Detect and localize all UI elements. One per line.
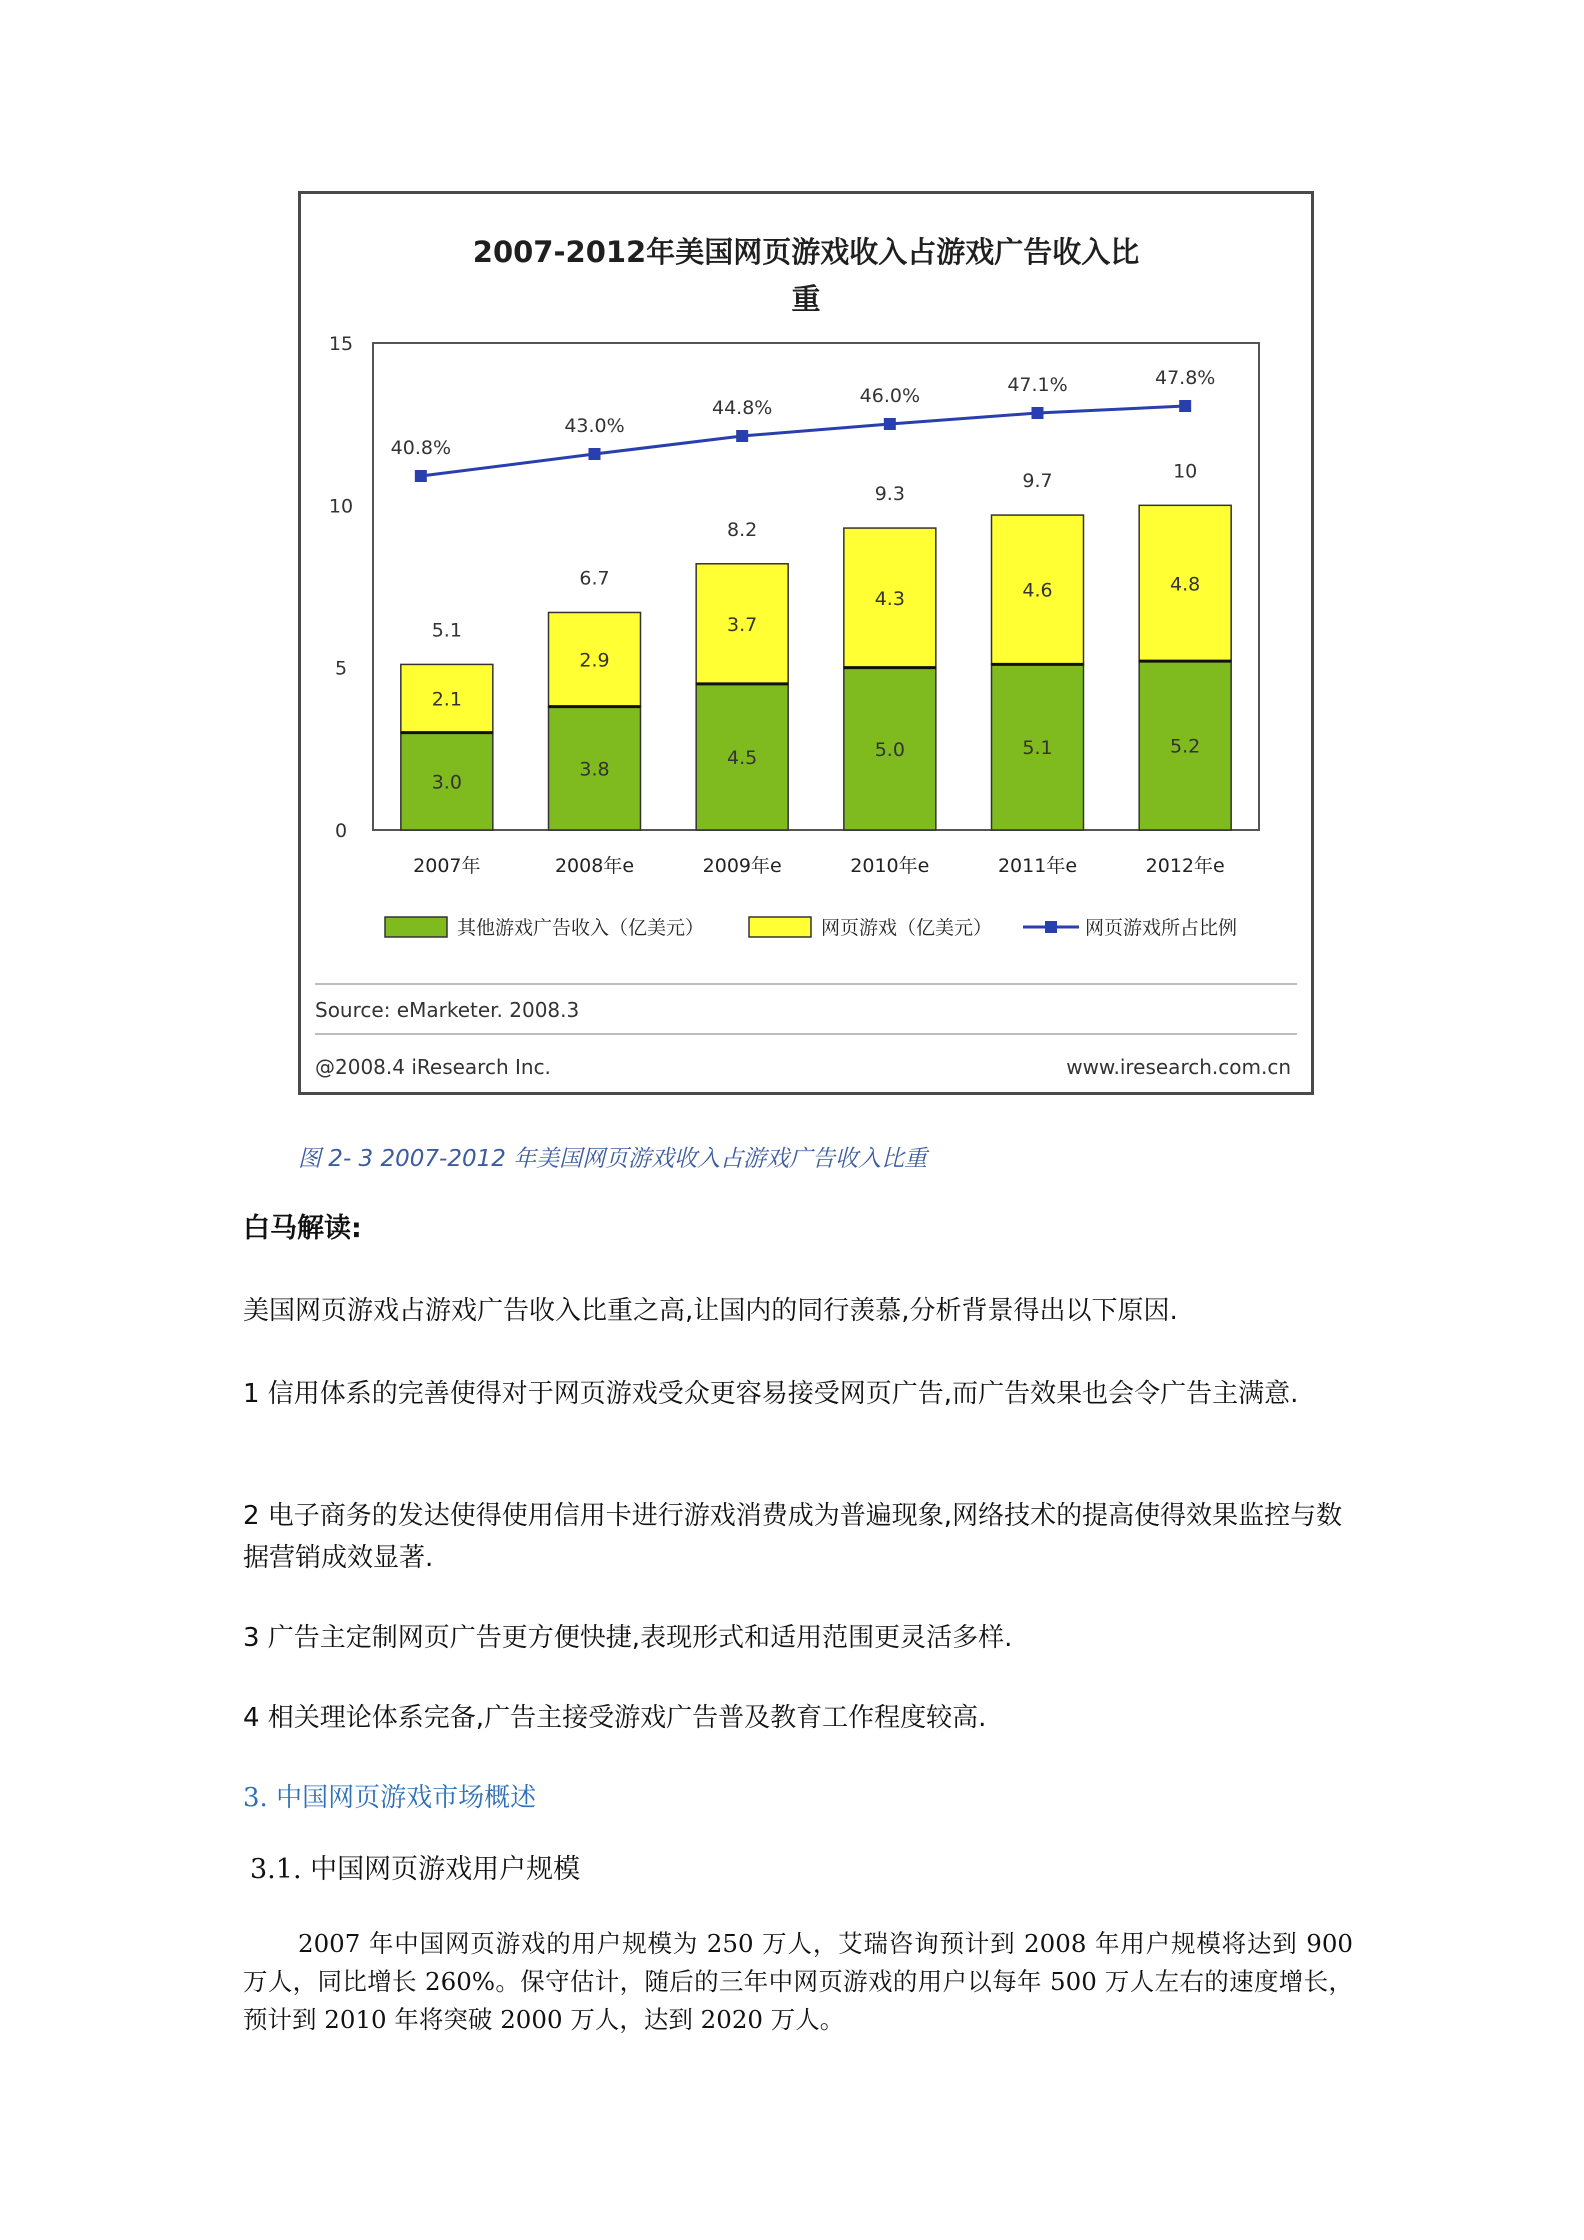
y-tick-label: 10 bbox=[328, 495, 354, 518]
bar-value-label: 3.0 bbox=[431, 771, 462, 794]
intro-paragraph: 美国网页游戏占游戏广告收入比重之高,让国内的同行羡慕,分析背景得出以下原因. bbox=[243, 1296, 1178, 1326]
bar-total-label: 5.1 bbox=[431, 619, 462, 642]
chart-title-line1: 2007-2012年美国网页游戏收入占游戏广告收入比 bbox=[472, 235, 1140, 269]
chart-figure bbox=[298, 191, 1314, 1095]
legend-swatch bbox=[749, 917, 811, 937]
section-heading-3: 3. 中国网页游戏市场概述 bbox=[243, 1783, 537, 1813]
bar-value-label: 4.8 bbox=[1170, 573, 1201, 596]
bar-total-label: 8.2 bbox=[727, 518, 758, 541]
legend-label: 网页游戏所占比例 bbox=[1085, 917, 1238, 939]
x-tick-label: 2008年e bbox=[554, 855, 635, 877]
bar-value-label: 2.9 bbox=[579, 649, 610, 672]
bar-value-label: 4.6 bbox=[1022, 579, 1053, 602]
legend-label: 网页游戏（亿美元） bbox=[821, 917, 993, 939]
bar-total-label: 6.7 bbox=[579, 567, 610, 590]
y-tick-label: 5 bbox=[334, 657, 348, 680]
bar-total-label: 9.3 bbox=[874, 483, 905, 506]
x-tick-label: 2011年e bbox=[997, 855, 1078, 877]
reason-paragraph-4: 4 相关理论体系完备,广告主接受游戏广告普及教育工作程度较高. bbox=[243, 1703, 987, 1733]
chart-legend bbox=[385, 917, 1237, 939]
share-label: 43.0% bbox=[564, 415, 625, 437]
bar-value-label: 3.7 bbox=[727, 613, 758, 636]
stacked-bar-chart bbox=[301, 194, 1311, 1092]
figure-caption: 图 2- 3 2007-2012 年美国网页游戏收入占游戏广告收入比重 bbox=[298, 1146, 928, 1172]
section-heading-3-1: 3.1. 中国网页游戏用户规模 bbox=[250, 1854, 581, 1885]
bar-total-label: 9.7 bbox=[1022, 470, 1053, 493]
share-label: 47.8% bbox=[1154, 367, 1216, 389]
share-label: 47.1% bbox=[1007, 374, 1068, 396]
x-tick-label: 2007年 bbox=[413, 855, 481, 877]
reason-paragraph-2: 2 电子商务的发达使得使用信用卡进行游戏消费成为普遍现象,网络技术的提高使得效果监控与数据营销成效显著. bbox=[243, 1501, 1343, 1573]
share-line bbox=[421, 406, 1185, 476]
share-label: 46.0% bbox=[859, 385, 921, 407]
bar-value-label: 3.8 bbox=[579, 758, 610, 781]
share-label: 44.8% bbox=[711, 397, 773, 419]
x-tick-label: 2012年e bbox=[1145, 855, 1225, 877]
bar-total-label: 10 bbox=[1173, 460, 1198, 483]
y-tick-label: 0 bbox=[334, 820, 348, 842]
x-tick-label: 2010年e bbox=[850, 855, 930, 877]
legend-swatch bbox=[385, 917, 447, 937]
share-point bbox=[736, 430, 748, 442]
y-tick-label: 15 bbox=[328, 333, 354, 355]
source-note: Source: eMarketer. 2008.3 bbox=[315, 998, 580, 1022]
copyright-note: @2008.4 iResearch Inc. bbox=[315, 1055, 551, 1079]
legend-marker bbox=[1045, 921, 1057, 933]
user-scale-paragraph: 2007 年中国网页游戏的用户规模为 250 万人，艾瑞咨询预计到 2008 年用户规模将达到 900 万人，同比增长 260%。保守估计，随后的三年中网页游戏的用户以每年 500 万人左右的速度增长，预计到 2010 年将突破 2000 万人，达到 2020 万人。 bbox=[243, 1929, 1353, 2034]
bar-value-label: 5.0 bbox=[874, 738, 905, 761]
share-point bbox=[884, 418, 896, 430]
share-label: 40.8% bbox=[390, 437, 452, 459]
chart-title-line2: 重 bbox=[791, 282, 821, 316]
reason-paragraph-3: 3 广告主定制网页广告更方便快捷,表现形式和适用范围更灵活多样. bbox=[243, 1623, 1013, 1653]
plot-frame bbox=[373, 343, 1259, 830]
share-point bbox=[415, 470, 427, 482]
share-point bbox=[589, 448, 601, 460]
share-point bbox=[1179, 400, 1191, 412]
section-heading-analysis: 白马解读: bbox=[243, 1213, 362, 1244]
bar-value-label: 5.2 bbox=[1170, 735, 1201, 758]
x-tick-label: 2009年e bbox=[702, 855, 782, 877]
legend-label: 其他游戏广告收入（亿美元） bbox=[457, 917, 705, 939]
bar-value-label: 4.5 bbox=[727, 746, 758, 769]
bar-value-label: 2.1 bbox=[431, 688, 462, 711]
bar-value-label: 5.1 bbox=[1022, 737, 1053, 760]
bar-value-label: 4.3 bbox=[874, 587, 905, 610]
website-link[interactable]: www.iresearch.com.cn bbox=[1066, 1055, 1291, 1079]
reason-paragraph-1: 1 信用体系的完善使得对于网页游戏受众更容易接受网页广告,而广告效果也会令广告主满意. bbox=[243, 1379, 1299, 1409]
share-point bbox=[1032, 407, 1044, 419]
